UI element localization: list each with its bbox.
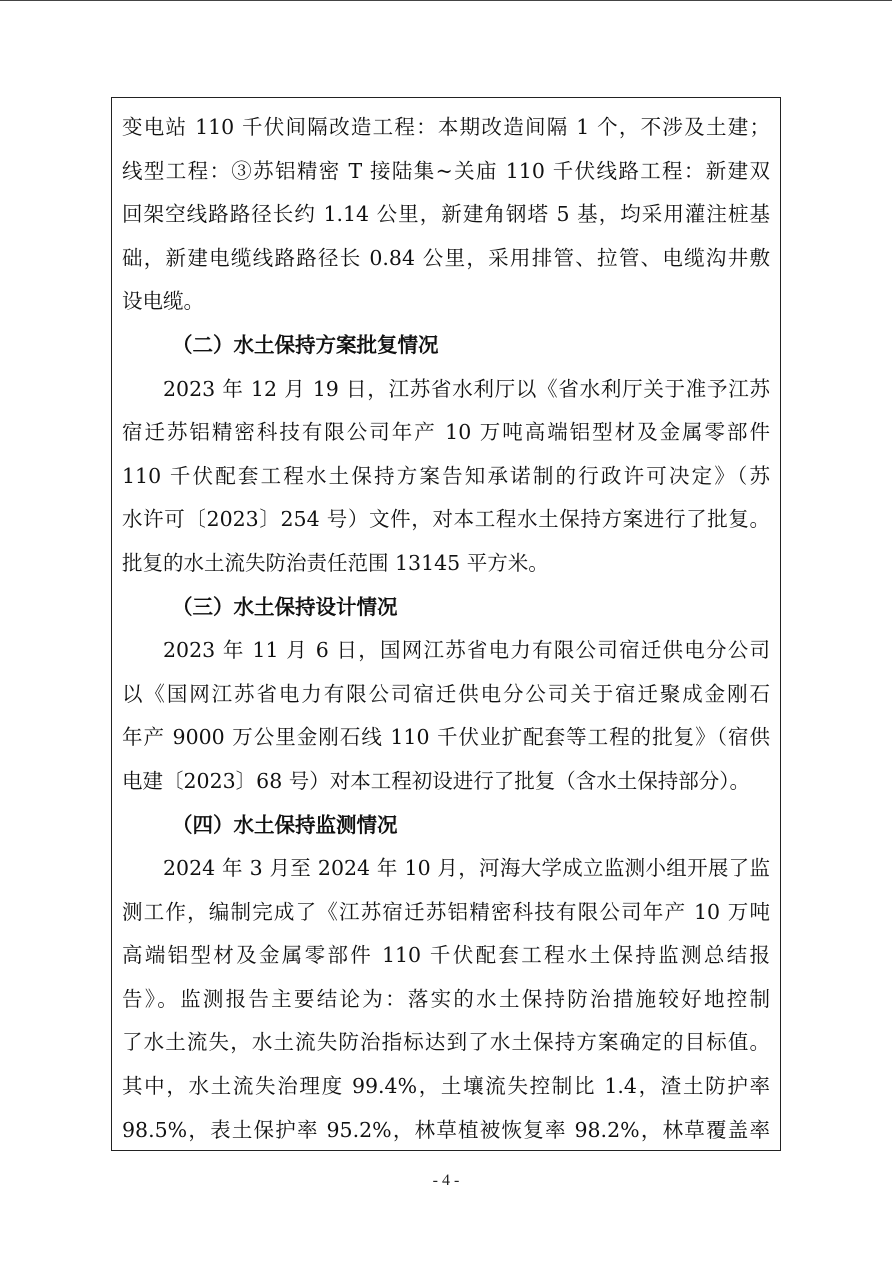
document-body <box>122 106 770 1151</box>
body-line: 批复的水土流失防治责任范围 13145 平方米。 <box>122 550 549 575</box>
body-line: 110 千伏配套工程水土保持方案告知承诺制的行政许可决定》（苏 <box>122 463 770 488</box>
body-line: 告》。监测报告主要结论为：落实的水土保持防治措施较好地控制 <box>122 986 770 1011</box>
body-line: 宿迁苏铝精密科技有限公司年产 10 万吨高端铝型材及金属零部件 <box>122 420 770 445</box>
body-line: 回架空线路路径长约 1.14 公里，新建角钢塔 5 基，均采用灌注桩基 <box>122 202 770 227</box>
body-line: 设电缆。 <box>122 289 204 314</box>
body-line: 电建〔2023〕68 号）对本工程初设进行了批复（含水土保持部分）。 <box>122 768 751 793</box>
document-frame <box>111 97 781 1151</box>
body-line: 2024 年 3 月至 2024 年 10 月，河海大学成立监测小组开展了监 <box>163 856 770 881</box>
body-line: 以《国网江苏省电力有限公司宿迁供电分公司关于宿迁聚成金刚石 <box>122 681 770 706</box>
body-line: 2023 年 12 月 19 日，江苏省水利厅以《省水利厅关于准予江苏 <box>163 376 770 401</box>
body-line: 水许可〔2023〕254 号）文件，对本工程水土保持方案进行了批复。 <box>122 507 770 532</box>
section-heading-monitoring: （四）水土保持监测情况 <box>172 812 398 837</box>
body-line: 98.5%，表土保护率 95.2%，林草植被恢复率 98.2%，林草覆盖率 <box>122 1117 770 1142</box>
body-line: 其中，水土流失治理度 99.4%，土壤流失控制比 1.4，渣土防护率 <box>122 1074 770 1099</box>
body-line: 线型工程：③苏铝精密 T 接陆集~关庙 110 千伏线路工程：新建双 <box>122 158 770 183</box>
page-number: - 4 - <box>432 1172 460 1189</box>
body-line: 了水土流失，水土流失防治指标达到了水土保持方案确定的目标值。 <box>122 1030 770 1055</box>
body-line: 高端铝型材及金属零部件 110 千伏配套工程水土保持监测总结报 <box>122 943 770 968</box>
body-line: 础，新建电缆线路路径长 0.84 公里，采用排管、拉管、电缆沟井敷 <box>122 245 770 270</box>
section-heading-design: （三）水土保持设计情况 <box>172 594 398 619</box>
body-line: 年产 9000 万公里金刚石线 110 千伏业扩配套等工程的批复》（宿供 <box>122 725 770 750</box>
top-edge-rule <box>0 0 892 1</box>
section-heading-approval: （二）水土保持方案批复情况 <box>172 332 439 357</box>
body-line: 2023 年 11 月 6 日，国网江苏省电力有限公司宿迁供电分公司 <box>163 638 770 663</box>
body-line: 测工作，编制完成了《江苏宿迁苏铝精密科技有限公司年产 10 万吨 <box>122 899 770 924</box>
body-line: 变电站 110 千伏间隔改造工程：本期改造间隔 1 个，不涉及土建； <box>122 115 770 139</box>
